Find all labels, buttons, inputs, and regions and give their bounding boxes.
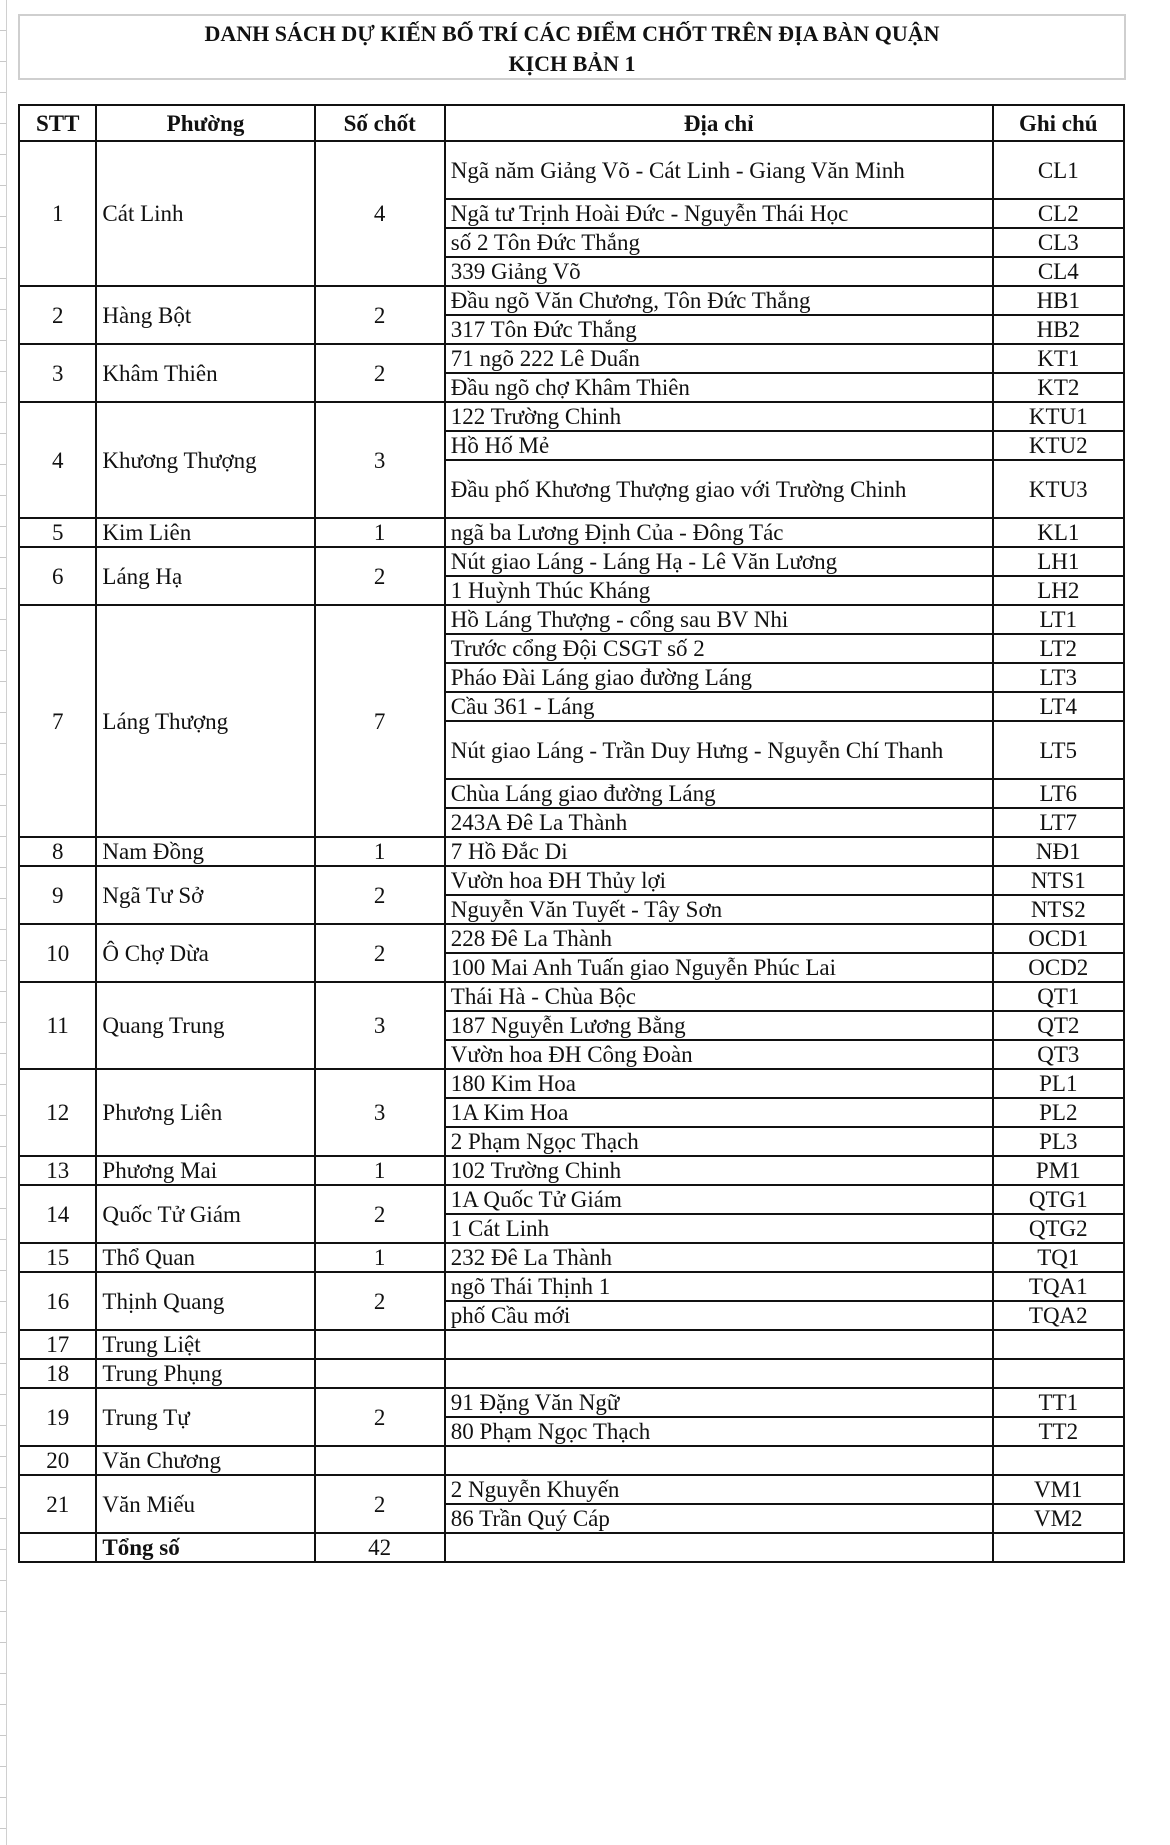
note-code-cell: CL3 — [993, 228, 1124, 257]
stt-cell: 1 — [19, 141, 96, 286]
ward-name-cell: Phương Liên — [96, 1069, 314, 1156]
note-code-cell: LT3 — [993, 663, 1124, 692]
ward-name-cell: Quốc Tử Giám — [96, 1185, 314, 1243]
address-cell: 1A Quốc Tử Giám — [445, 1185, 993, 1214]
table-row — [19, 344, 1124, 373]
table-body — [19, 141, 1124, 1562]
checkpoint-count-cell — [315, 1330, 445, 1359]
note-code-cell: LH2 — [993, 576, 1124, 605]
stt-cell: 17 — [19, 1330, 96, 1359]
note-code-cell: LT4 — [993, 692, 1124, 721]
checkpoint-count-cell: 2 — [315, 866, 445, 924]
checkpoint-count-cell: 2 — [315, 924, 445, 982]
address-cell: Cầu 361 - Láng — [445, 692, 993, 721]
note-code-cell: HB2 — [993, 315, 1124, 344]
table-row — [19, 402, 1124, 431]
address-cell: 339 Giảng Võ — [445, 257, 993, 286]
table-row — [19, 286, 1124, 315]
address-cell: 122 Trường Chinh — [445, 402, 993, 431]
title-line-2: KỊCH BẢN 1 — [508, 51, 636, 76]
table-row — [19, 837, 1124, 866]
stt-cell: 8 — [19, 837, 96, 866]
note-code-cell: HB1 — [993, 286, 1124, 315]
stt-cell: 2 — [19, 286, 96, 344]
ward-name-cell: Văn Miếu — [96, 1475, 314, 1533]
total-value: 42 — [315, 1533, 445, 1562]
note-code-cell: PL1 — [993, 1069, 1124, 1098]
stt-cell: 3 — [19, 344, 96, 402]
stt-cell: 6 — [19, 547, 96, 605]
table-row — [19, 1446, 1124, 1475]
address-cell: 2 Nguyễn Khuyến — [445, 1475, 993, 1504]
note-code-cell: KTU2 — [993, 431, 1124, 460]
ward-name-cell: Quang Trung — [96, 982, 314, 1069]
table-row — [19, 1185, 1124, 1214]
total-row — [19, 1533, 1124, 1562]
spreadsheet-edge — [0, 0, 7, 1845]
note-code-cell: TQA2 — [993, 1301, 1124, 1330]
address-cell: 180 Kim Hoa — [445, 1069, 993, 1098]
note-code-cell: PL3 — [993, 1127, 1124, 1156]
checkpoint-count-cell: 1 — [315, 518, 445, 547]
stt-cell: 19 — [19, 1388, 96, 1446]
address-cell: 100 Mai Anh Tuấn giao Nguyễn Phúc Lai — [445, 953, 993, 982]
note-code-cell: LT5 — [993, 721, 1124, 779]
address-cell: ngõ Thái Thịnh 1 — [445, 1272, 993, 1301]
address-cell: 2 Phạm Ngọc Thạch — [445, 1127, 993, 1156]
address-cell: phố Cầu mới — [445, 1301, 993, 1330]
address-cell: 243A Đê La Thành — [445, 808, 993, 837]
note-code-cell: OCD2 — [993, 953, 1124, 982]
checkpoint-count-cell: 2 — [315, 1272, 445, 1330]
note-code-cell: TQA1 — [993, 1272, 1124, 1301]
ward-name-cell: Khâm Thiên — [96, 344, 314, 402]
ward-name-cell: Phương Mai — [96, 1156, 314, 1185]
address-cell: Hồ Láng Thượng - cổng sau BV Nhi — [445, 605, 993, 634]
checkpoint-count-cell — [315, 1446, 445, 1475]
address-cell: 1A Kim Hoa — [445, 1098, 993, 1127]
stt-cell: 15 — [19, 1243, 96, 1272]
table-row — [19, 1330, 1124, 1359]
address-cell: 232 Đê La Thành — [445, 1243, 993, 1272]
stt-cell: 11 — [19, 982, 96, 1069]
table-row — [19, 1359, 1124, 1388]
stt-cell: 10 — [19, 924, 96, 982]
total-label: Tổng số — [96, 1533, 314, 1562]
note-code-cell: NĐ1 — [993, 837, 1124, 866]
stt-cell: 16 — [19, 1272, 96, 1330]
table-row — [19, 518, 1124, 547]
stt-cell: 12 — [19, 1069, 96, 1156]
note-code-cell: QT1 — [993, 982, 1124, 1011]
note-code-cell: QT3 — [993, 1040, 1124, 1069]
note-code-cell: TQ1 — [993, 1243, 1124, 1272]
header-stt: STT — [19, 105, 96, 141]
checkpoint-count-cell: 2 — [315, 1475, 445, 1533]
table-row — [19, 924, 1124, 953]
note-code-cell: VM2 — [993, 1504, 1124, 1533]
title-line-1: DANH SÁCH DỰ KIẾN BỐ TRÍ CÁC ĐIỂM CHỐT TRÊN ĐỊA BÀN QUẬN — [204, 21, 940, 46]
ward-name-cell: Ngã Tư Sở — [96, 866, 314, 924]
checkpoint-count-cell: 2 — [315, 1185, 445, 1243]
ward-name-cell: Cát Linh — [96, 141, 314, 286]
address-cell: 91 Đặng Văn Ngữ — [445, 1388, 993, 1417]
note-code-cell: TT1 — [993, 1388, 1124, 1417]
note-code-cell: NTS1 — [993, 866, 1124, 895]
ward-name-cell: Láng Thượng — [96, 605, 314, 837]
address-cell: Trước cổng Đội CSGT số 2 — [445, 634, 993, 663]
note-code-cell: LT1 — [993, 605, 1124, 634]
address-cell: 102 Trường Chinh — [445, 1156, 993, 1185]
address-cell: Chùa Láng giao đường Láng — [445, 779, 993, 808]
table-row — [19, 547, 1124, 576]
address-cell: Hồ Hố Mẻ — [445, 431, 993, 460]
address-cell: 71 ngõ 222 Lê Duẩn — [445, 344, 993, 373]
ward-name-cell: Văn Chương — [96, 1446, 314, 1475]
address-cell: 80 Phạm Ngọc Thạch — [445, 1417, 993, 1446]
table-row — [19, 866, 1124, 895]
stt-cell: 18 — [19, 1359, 96, 1388]
table-row — [19, 982, 1124, 1011]
note-code-cell: PL2 — [993, 1098, 1124, 1127]
checkpoint-count-cell: 2 — [315, 344, 445, 402]
ward-name-cell: Nam Đồng — [96, 837, 314, 866]
table-row — [19, 141, 1124, 199]
address-cell: Đầu ngõ chợ Khâm Thiên — [445, 373, 993, 402]
note-code-cell: KTU1 — [993, 402, 1124, 431]
total-empty-cell — [19, 1533, 96, 1562]
table-row — [19, 1156, 1124, 1185]
address-cell: Đầu ngõ Văn Chương, Tôn Đức Thắng — [445, 286, 993, 315]
ward-name-cell: Khương Thượng — [96, 402, 314, 518]
note-code-cell: CL4 — [993, 257, 1124, 286]
note-code-cell: KL1 — [993, 518, 1124, 547]
note-code-cell: LT7 — [993, 808, 1124, 837]
header-dia-chi: Địa chỉ — [445, 105, 993, 141]
checkpoint-count-cell: 3 — [315, 402, 445, 518]
address-cell: Nguyễn Văn Tuyết - Tây Sơn — [445, 895, 993, 924]
total-empty-cell — [445, 1533, 993, 1562]
note-code-cell: LT2 — [993, 634, 1124, 663]
address-cell: số 2 Tôn Đức Thắng — [445, 228, 993, 257]
ward-name-cell: Thịnh Quang — [96, 1272, 314, 1330]
address-cell: ngã ba Lương Định Của - Đông Tác — [445, 518, 993, 547]
note-code-cell: KTU3 — [993, 460, 1124, 518]
total-empty-cell — [993, 1533, 1124, 1562]
note-code-cell: VM1 — [993, 1475, 1124, 1504]
checkpoint-count-cell: 1 — [315, 1243, 445, 1272]
note-code-cell: TT2 — [993, 1417, 1124, 1446]
ward-name-cell: Thổ Quan — [96, 1243, 314, 1272]
address-cell: Thái Hà - Chùa Bộc — [445, 982, 993, 1011]
note-code-cell: CL2 — [993, 199, 1124, 228]
table-row — [19, 1069, 1124, 1098]
checkpoint-count-cell: 3 — [315, 982, 445, 1069]
address-cell — [445, 1330, 993, 1359]
address-cell — [445, 1446, 993, 1475]
stt-cell: 4 — [19, 402, 96, 518]
checkpoint-count-cell: 1 — [315, 1156, 445, 1185]
stt-cell: 21 — [19, 1475, 96, 1533]
address-cell: 1 Cát Linh — [445, 1214, 993, 1243]
stt-cell: 9 — [19, 866, 96, 924]
stt-cell: 7 — [19, 605, 96, 837]
header-so-chot: Số chốt — [315, 105, 445, 141]
checkpoint-table — [18, 104, 1125, 1563]
note-code-cell: KT2 — [993, 373, 1124, 402]
address-cell: Đầu phố Khương Thượng giao với Trường Chinh — [445, 460, 993, 518]
stt-cell: 13 — [19, 1156, 96, 1185]
address-cell: 187 Nguyễn Lương Bằng — [445, 1011, 993, 1040]
note-code-cell — [993, 1446, 1124, 1475]
address-cell: Pháo Đài Láng giao đường Láng — [445, 663, 993, 692]
address-cell: Ngã năm Giảng Võ - Cát Linh - Giang Văn Minh — [445, 141, 993, 199]
ward-name-cell: Trung Liệt — [96, 1330, 314, 1359]
note-code-cell — [993, 1359, 1124, 1388]
note-code-cell: QT2 — [993, 1011, 1124, 1040]
checkpoint-count-cell: 2 — [315, 1388, 445, 1446]
address-cell: Ngã tư Trịnh Hoài Đức - Nguyễn Thái Học — [445, 199, 993, 228]
address-cell: 228 Đê La Thành — [445, 924, 993, 953]
table-row — [19, 1388, 1124, 1417]
stt-cell: 5 — [19, 518, 96, 547]
note-code-cell: LH1 — [993, 547, 1124, 576]
table-row — [19, 1272, 1124, 1301]
note-code-cell: CL1 — [993, 141, 1124, 199]
checkpoint-count-cell: 2 — [315, 286, 445, 344]
table-row — [19, 1475, 1124, 1504]
note-code-cell: PM1 — [993, 1156, 1124, 1185]
address-cell: Vườn hoa ĐH Công Đoàn — [445, 1040, 993, 1069]
note-code-cell: KT1 — [993, 344, 1124, 373]
checkpoint-count-cell: 3 — [315, 1069, 445, 1156]
checkpoint-count-cell: 4 — [315, 141, 445, 286]
table-row — [19, 1243, 1124, 1272]
ward-name-cell: Láng Hạ — [96, 547, 314, 605]
note-code-cell: NTS2 — [993, 895, 1124, 924]
checkpoint-count-cell — [315, 1359, 445, 1388]
note-code-cell: OCD1 — [993, 924, 1124, 953]
ward-name-cell: Hàng Bột — [96, 286, 314, 344]
address-cell: Nút giao Láng - Trần Duy Hưng - Nguyễn Chí Thanh — [445, 721, 993, 779]
ward-name-cell: Kim Liên — [96, 518, 314, 547]
checkpoint-count-cell: 2 — [315, 547, 445, 605]
header-ghi-chu: Ghi chú — [993, 105, 1124, 141]
note-code-cell: LT6 — [993, 779, 1124, 808]
address-cell: 317 Tôn Đức Thắng — [445, 315, 993, 344]
stt-cell: 20 — [19, 1446, 96, 1475]
note-code-cell: QTG1 — [993, 1185, 1124, 1214]
stt-cell: 14 — [19, 1185, 96, 1243]
ward-name-cell: Ô Chợ Dừa — [96, 924, 314, 982]
address-cell: Vườn hoa ĐH Thủy lợi — [445, 866, 993, 895]
address-cell: 7 Hồ Đắc Di — [445, 837, 993, 866]
address-cell: 1 Huỳnh Thúc Kháng — [445, 576, 993, 605]
ward-name-cell: Trung Phụng — [96, 1359, 314, 1388]
note-code-cell — [993, 1330, 1124, 1359]
address-cell: Nút giao Láng - Láng Hạ - Lê Văn Lương — [445, 547, 993, 576]
ward-name-cell: Trung Tự — [96, 1388, 314, 1446]
document-title — [18, 14, 1126, 80]
header-phuong: Phường — [96, 105, 314, 141]
checkpoint-count-cell: 7 — [315, 605, 445, 837]
address-cell: 86 Trần Quý Cáp — [445, 1504, 993, 1533]
table-row — [19, 605, 1124, 634]
table-header-row — [19, 105, 1124, 141]
checkpoint-count-cell: 1 — [315, 837, 445, 866]
note-code-cell: QTG2 — [993, 1214, 1124, 1243]
address-cell — [445, 1359, 993, 1388]
